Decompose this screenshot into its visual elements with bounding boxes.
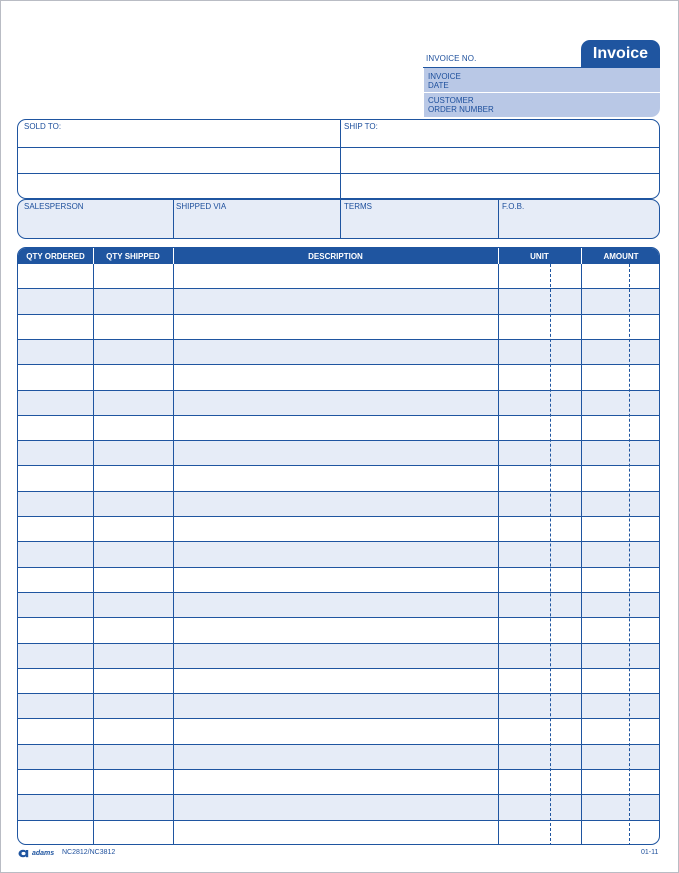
address-box [17,119,660,199]
revision-code: 01-11 [641,849,659,856]
address-line-1 [18,147,660,148]
table-row[interactable] [18,821,660,845]
shipped-via-label: SHIPPED VIA [176,202,227,211]
col-divider-3 [498,248,499,845]
table-row[interactable] [18,795,660,820]
col-header-unit: UNIT [530,251,549,261]
table-row[interactable] [18,441,660,466]
brand-name: adams [32,849,55,857]
table-row[interactable] [18,644,660,669]
table-row[interactable] [18,745,660,770]
sales-divider-3 [498,200,499,239]
table-row[interactable] [18,719,660,744]
header-divider-2 [173,248,174,264]
table-row[interactable] [18,593,660,618]
customer-order-field[interactable] [428,96,494,114]
address-line-2 [18,173,660,174]
sales-divider-2 [340,200,341,239]
invoice-title: Invoice [592,45,649,62]
adams-logo-icon [18,848,30,858]
table-row[interactable] [18,340,660,365]
line-items-table [17,247,660,845]
col-divider-1 [93,248,94,845]
invoice-no-label: INVOICE NO. [426,54,477,63]
table-row[interactable] [18,391,660,416]
invoice-date-label-1: INVOICE [428,72,461,81]
header-divider-4 [581,248,582,264]
invoice-meta-box [424,68,660,117]
customer-order-label-2: ORDER NUMBER [428,105,494,114]
table-row[interactable] [18,770,660,795]
table-row[interactable] [18,416,660,441]
table-row[interactable] [18,542,660,567]
col-header-amount: AMOUNT [603,251,639,261]
table-row[interactable] [18,315,660,340]
table-row[interactable] [18,264,660,289]
table-row[interactable] [18,365,660,390]
table-row[interactable] [18,466,660,491]
ship-to-label: SHIP TO: [344,122,378,131]
amount-cents-divider [629,264,630,845]
table-row[interactable] [18,618,660,643]
col-header-qty-shipped: QTY SHIPPED [106,251,160,261]
invoice-date-label-2: DATE [428,81,449,90]
table-row[interactable] [18,669,660,694]
col-header-qty-ordered: QTY ORDERED [26,251,85,261]
invoice-date-field[interactable] [428,72,461,90]
table-row[interactable] [18,517,660,542]
header-divider-3 [498,248,499,264]
fob-label: F.O.B. [502,202,525,211]
col-divider-4 [581,248,582,845]
terms-label: TERMS [344,202,372,211]
sold-to-label: SOLD TO: [24,122,62,131]
salesperson-label: SALESPERSON [24,202,84,211]
customer-order-label-1: CUSTOMER [428,96,474,105]
sales-divider-1 [173,200,174,239]
sales-info-box [17,199,660,239]
form-code: NC2812/NC3812 [62,849,116,856]
invoice-title-tab [581,40,660,68]
table-row[interactable] [18,492,660,517]
col-divider-2 [173,248,174,845]
table-row[interactable] [18,694,660,719]
table-row[interactable] [18,568,660,593]
unit-cents-divider [550,264,551,845]
col-header-description: DESCRIPTION [308,251,363,261]
header-divider-1 [93,248,94,264]
brand-logo [18,848,54,858]
address-divider [340,120,341,199]
meta-divider [424,92,660,93]
table-row[interactable] [18,289,660,314]
